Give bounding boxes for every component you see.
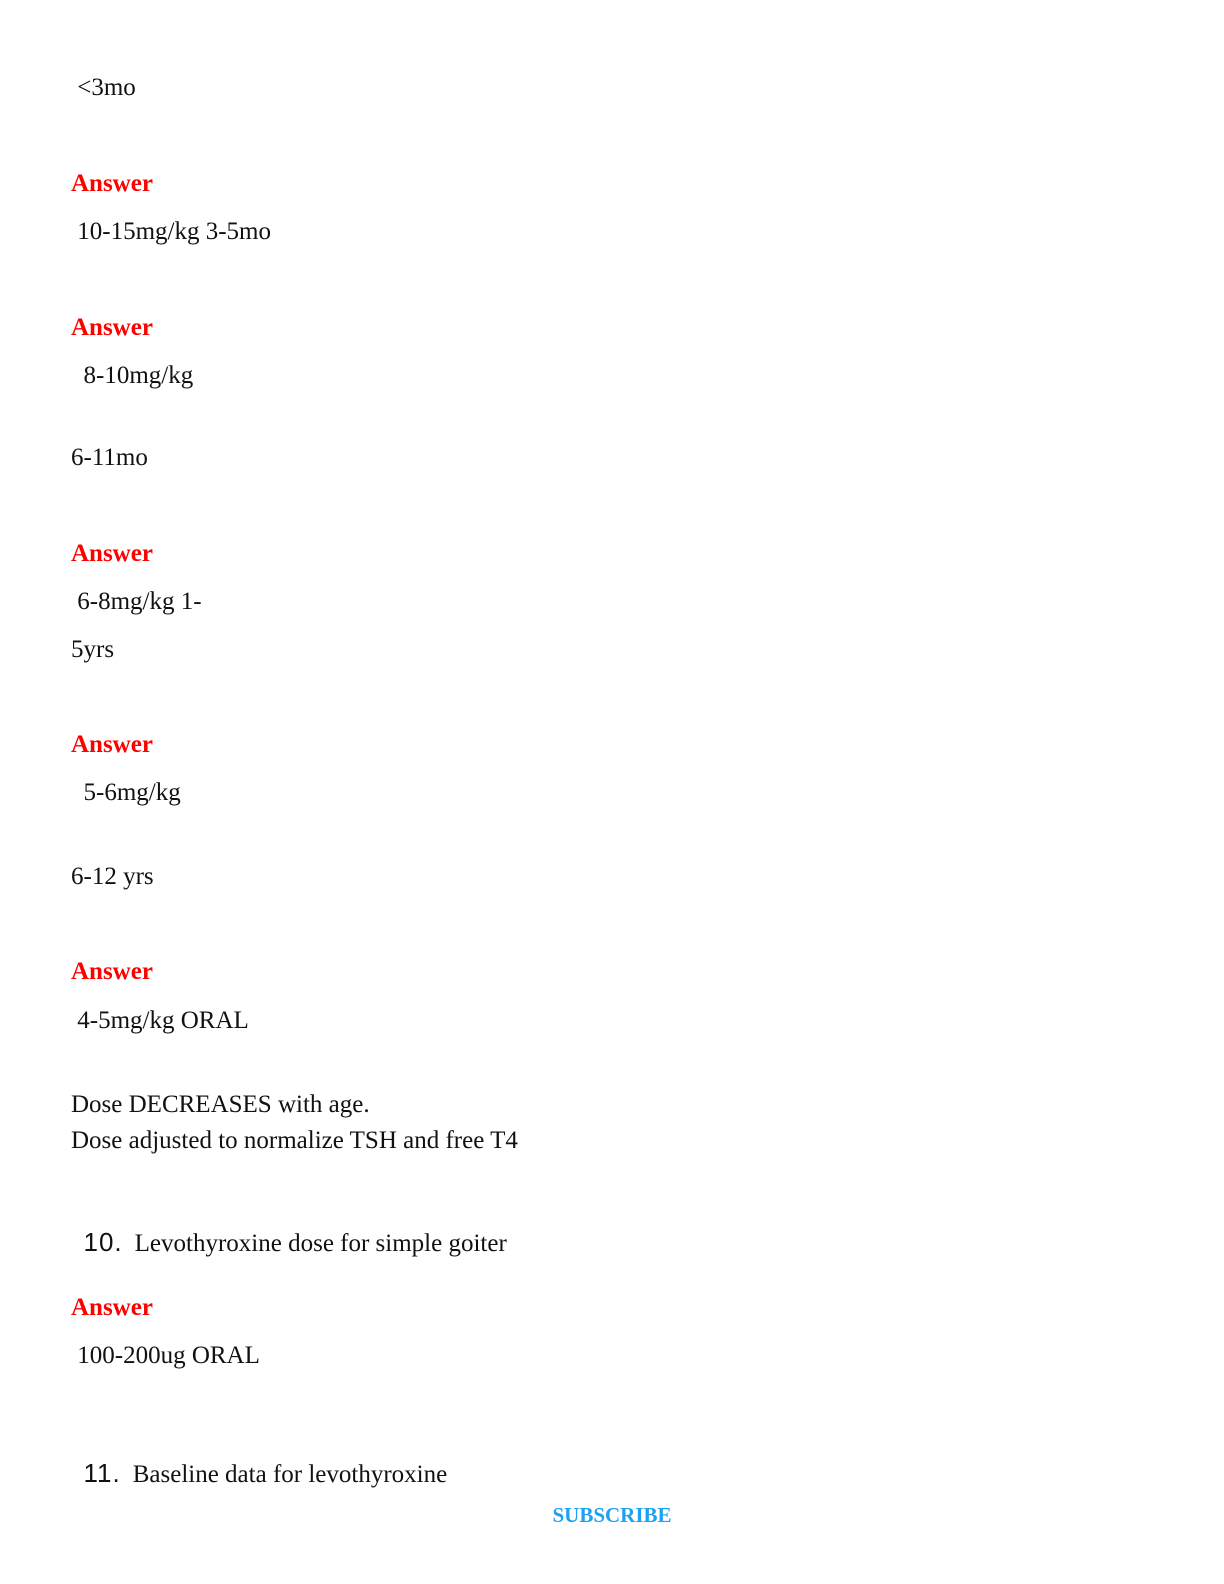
note-text: Dose adjusted to normalize TSH and free T4 (71, 1127, 518, 1154)
answer-label: Answer (71, 314, 153, 341)
answer-text: <3mo (71, 74, 136, 101)
answer-text: 5-6mg/kg (71, 779, 181, 806)
subscribe-link[interactable]: SUBSCRIBE (552, 1503, 672, 1527)
age-range-text: 6-11mo (71, 444, 148, 471)
answer-label: Answer (71, 731, 153, 758)
answer-label: Answer (71, 540, 153, 567)
answer-label: Answer (71, 958, 153, 985)
question-number: 10. (83, 1227, 123, 1257)
question-11 (71, 1428, 447, 1490)
answer-text: 8-10mg/kg (71, 362, 194, 389)
age-range-text: 5yrs (71, 636, 115, 663)
age-range-text: 6-12 yrs (71, 863, 154, 890)
answer-label: Answer (71, 1294, 153, 1321)
answer-label: Answer (71, 170, 153, 197)
answer-text: 6-8mg/kg 1- (71, 588, 202, 615)
answer-text: 10-15mg/kg 3-5mo (71, 218, 271, 245)
note-text: Dose DECREASES with age. (71, 1091, 370, 1118)
question-number: 11. (83, 1458, 121, 1488)
question-text: Baseline data for levothyroxine (132, 1461, 448, 1488)
answer-text: 100-200ug ORAL (71, 1342, 260, 1369)
question-text: Levothyroxine dose for simple goiter (134, 1230, 507, 1257)
answer-text: 4-5mg/kg ORAL (71, 1007, 249, 1034)
question-10 (71, 1197, 507, 1259)
